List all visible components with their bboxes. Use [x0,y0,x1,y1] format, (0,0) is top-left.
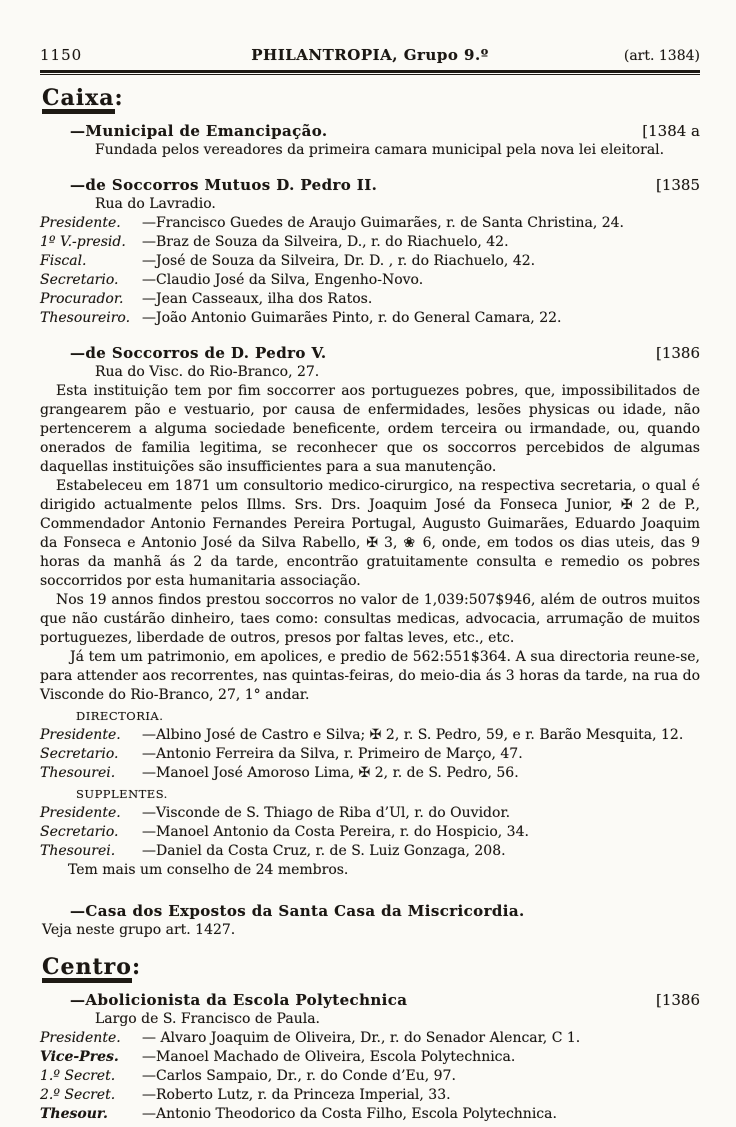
officer-role: 2.º Secret. [40,1087,116,1103]
entry-article-ref: [1384 a [642,122,700,140]
body-paragraph: Nos 19 annos findos prestou soccorros no valor de 1,039:507$946, além de outros muitos que não custárão dinheiro, taes como: consultas medicas, advocacia, arrumação de muitos portuguezes, liberdade de outros, presos por faltas leves, etc., etc. [40,592,700,646]
officer-role: 1º V.-presid. [40,234,126,250]
officer-role: Vice-Pres. [40,1049,119,1065]
officer-line [40,233,700,252]
entry-title-row [40,344,700,363]
officer-text: —José de Souza da Silveira, Dr. D. , r. do Riachuelo, 42. [142,253,536,269]
header-rule [40,70,700,75]
section-heading-centro [42,954,700,983]
entry-title: —de Soccorros Mutuos D. Pedro II. [70,176,378,194]
officer-role: Thesourei. [40,765,116,781]
officer-line [40,842,700,861]
officer-line [40,1086,700,1105]
entry-title-row [40,176,700,195]
officer-text: —Manoel Antonio da Costa Pereira, r. do Hospicio, 34. [142,824,529,840]
officer-line [40,1048,700,1067]
section-heading-caixa-word: Caixa [42,89,115,114]
officer-line [40,804,700,823]
body-paragraph: Estabeleceu em 1871 um consultorio medico-cirurgico, na respectiva secretaria, o qual é dirigido actualmente pelos Illms. Srs. Drs. Joaquim José da Fonseca Junior, ✠ 2 de P., Commendador Antonio Fernandes Pereira Portugal, Augusto Guimarães, Eduardo Joaquim da Fonseca e Antonio José da Silva Rabello, ✠ 3, ❀ 6, onde, em todos os dias uteis, das 9 horas da manhã ás 2 da tarde, encontrão gratuitamente consulta e remedio os pobres soccorridos por esta humanitaria associação. [40,478,700,589]
entry-title: —de Soccorros de D. Pedro V. [70,344,327,362]
scanned-page [40,46,700,1124]
entry-title-row [40,122,700,141]
officer-role: Presidente. [40,805,121,821]
entry-article-ref: [1386 [655,344,700,362]
page-title: PHILANTROPIA, Grupo 9.º [251,46,489,64]
officer-text: —Antonio Theodorico da Costa Filho, Escola Polytechnica. [142,1106,557,1122]
officer-line [40,1029,700,1048]
entry-address: Rua do Visc. do Rio-Branco, 27. [95,364,320,380]
officer-text: —Francisco Guedes de Araujo Guimarães, r. de Santa Christina, 24. [142,215,624,231]
officer-text: —Jean Casseaux, ilha dos Ratos. [142,291,373,307]
officer-role: Procurador. [40,291,124,307]
officer-text: —Braz de Souza da Silveira, D., r. do Riachuelo, 42. [142,234,509,250]
officer-role: Thesour. [40,1106,108,1122]
body-paragraph: Esta instituição tem por fim soccorrer aos portuguezes pobres, que, impossibilitados de grangearem pão e vestuario, por causa de enfermidades, lesões physicas ou idade, não pertencerem a alguma sociedade beneficente, ordem terceira ou irmandade, ou, quando onerados de familia legitima, se reconhecer que os soccorros percebidos de algumas daquellas instituições são insufficientes para a sua manutenção. [40,383,700,475]
officer-role: Presidente. [40,1030,121,1046]
section-heading-caixa-colon: : [114,85,124,111]
entry-address: Rua do Lavradio. [95,196,216,212]
section-heading-centro-colon: : [131,954,142,980]
officer-line [40,726,700,745]
officer-text: —Claudio José da Silva, Engenho-Novo. [142,272,424,288]
officer-role: Secretario. [40,824,119,840]
entry-casa-expostos [40,902,700,940]
officer-text: —Manoel Machado de Oliveira, Escola Polytechnica. [142,1049,516,1065]
section-heading-centro-word: Centro [42,958,132,983]
officer-role: 1.º Secret. [40,1068,116,1084]
officer-line [40,1105,700,1124]
officer-text: —Roberto Lutz, r. da Princeza Imperial, 33. [142,1087,451,1103]
officer-line [40,309,700,328]
entry-title-row [40,902,700,921]
officer-role: Secretario. [40,272,119,288]
officer-role: Presidente. [40,215,121,231]
officer-text: —Albino José de Castro e Silva; ✠ 2, r. S. Pedro, 59, e r. Barão Mesquita, 12. [142,727,684,743]
section-heading-caixa [42,85,700,114]
officer-role: Presidente. [40,727,121,743]
entry-title: —Casa dos Expostos da Santa Casa da Miscricordia. [70,902,525,920]
officer-line [40,745,700,764]
officer-text: —Daniel da Costa Cruz, r. de S. Luiz Gonzaga, 208. [142,843,506,859]
entry-description: Fundada pelos vereadores da primeira camara municipal pela nova lei eleitoral. [95,142,665,158]
officer-line [40,252,700,271]
officer-text: —Manoel José Amoroso Lima, ✠ 2, r. de S. Pedro, 56. [142,765,519,781]
supplentes-label: SUPPLENTES. [76,787,168,801]
officer-line [40,1067,700,1086]
entry-article-ref: [1385 [655,176,700,194]
entry-abolicionista [40,991,700,1124]
entry-title-row [40,991,700,1010]
entry-soccorros-pedro-ii [40,176,700,328]
officer-text: — Alvaro Joaquim de Oliveira, Dr., r. do Senador Alencar, C 1. [142,1030,581,1046]
officer-role: Thesourei. [40,843,116,859]
page-number: 1150 [40,46,83,64]
running-header [40,46,700,66]
officer-text: —Visconde de S. Thiago de Riba d’Ul, r. do Ouvidor. [142,805,511,821]
entry-title: —Abolicionista da Escola Polytechnica [70,991,408,1009]
officer-role: Secretario. [40,746,119,762]
entry-address: Largo de S. Francisco de Paula. [95,1011,320,1027]
cross-reference-note: Veja neste grupo art. 1427. [42,922,236,938]
officer-text: —Antonio Ferreira da Silva, r. Primeiro de Março, 47. [142,746,523,762]
officer-line [40,764,700,783]
officer-role: Thesoureiro. [40,310,131,326]
officer-line [40,271,700,290]
directoria-label: DIRECTORIA. [76,709,164,723]
entry-article-ref: [1386 [655,991,700,1009]
conselho-note: Tem mais um conselho de 24 membros. [68,862,349,878]
officer-text: —João Antonio Guimarães Pinto, r. do General Camara, 22. [142,310,562,326]
entry-soccorros-pedro-v [40,344,700,880]
officer-line [40,823,700,842]
body-paragraph: Já tem um patrimonio, em apolices, e predio de 562:551$364. A sua directoria reune-se, para attender aos recorrentes, nas quintas-feiras, do meio-dia ás 3 horas da tarde, na rua do Visconde do Rio-Branco, 27, 1° andar. [40,649,700,703]
entry-municipal-emancipacao [40,122,700,160]
article-ref: (art. 1384) [623,48,700,64]
officer-text: —Carlos Sampaio, Dr., r. do Conde d’Eu, 97. [142,1068,456,1084]
officer-role: Fiscal. [40,253,87,269]
entry-title: —Municipal de Emancipação. [70,122,328,140]
officer-line [40,214,700,233]
officer-line [40,290,700,309]
